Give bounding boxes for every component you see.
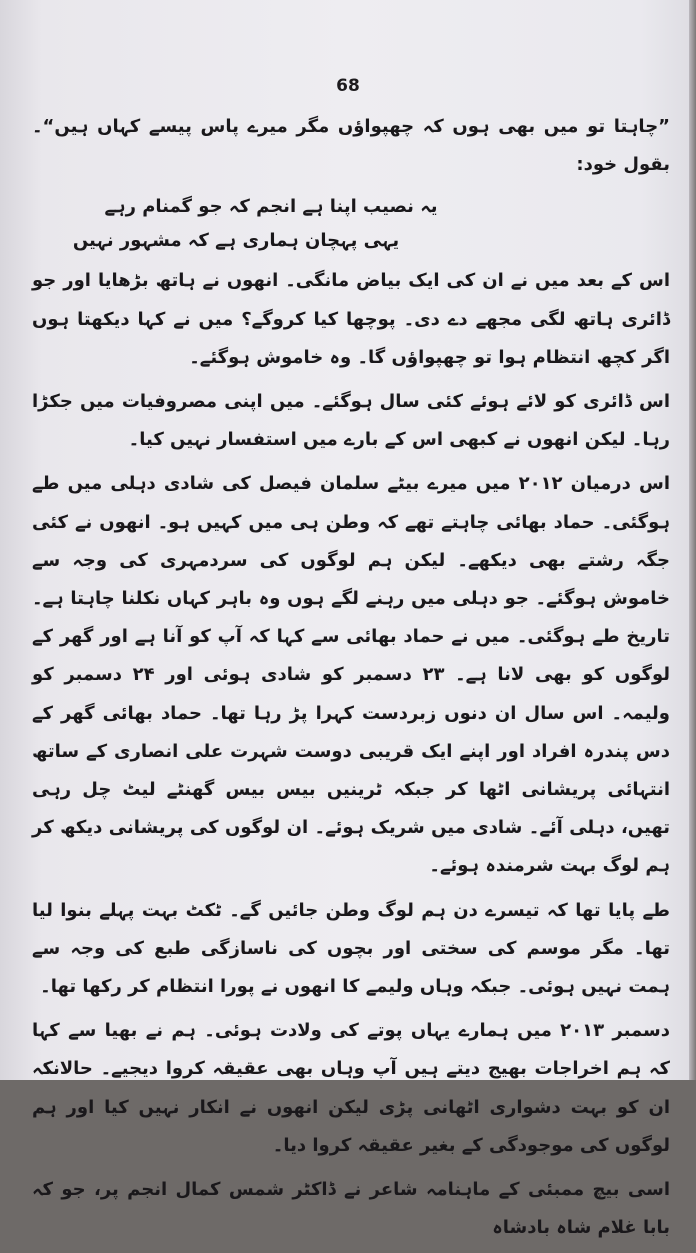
paragraph: اس کے بعد میں نے ان کی ایک بیاض مانگی۔ انھوں نے ہاتھ بڑھایا اور جو ڈائری ہاتھ لگی مجھے دے دی۔ پوچھا کیا کروگے؟ میں نے کہا دیکھتا ہوں اگر کچھ انتظام ہوا تو چھپواؤں گا۔ وہ خاموش ہوگئے۔ [32,270,670,368]
paragraph: اس ڈائری کو لائے ہوئے کئی سال ہوگئے۔ میں اپنی مصروفیات میں جکڑا رہا۔ لیکن انھوں نے کبھی اس کے بارے میں استفسار نہیں کیا۔ [32,391,670,451]
couplet-line: یہ نصیب اپنا ہے انجم کہ جو گمنام رہے [104,196,438,218]
page-body [32,108,670,1253]
paragraph: اس درمیان ۲۰۱۲ میں میرے بیٹے سلمان فیصل کی شادی دہلی میں طے ہوگئی۔ حماد بھائی چاہتے تھے کہ وطن ہی میں کہیں ہو۔ انھوں نے کئی جگہ رشتے بھی دیکھے۔ لیکن ہم لوگوں کی سردمہری کی وجہ سے خاموش ہوگئے۔ جو دہلی میں رہنے لگے ہوں وہ باہر کہاں نکلنا چاہتا ہے۔ تاریخ طے ہوگئی۔ میں نے حماد بھائی سے کہا کہ آپ کو آنا ہے اور گھر کے لوگوں کو بھی لانا ہے۔ ۲۳ دسمبر کو شادی ہوئی اور ۲۴ دسمبر کو ولیمہ۔ اس سال ان دنوں زبردست کہرا پڑ رہا تھا۔ حماد بھائی گھر کے دس پندرہ افراد اور اپنے ایک قریبی دوست شہرت علی انصاری کے ساتھ انتہائی پریشانی اٹھا کر جبکہ ٹرینیں بیس بیس گھنٹے لیٹ چل رہی تھیں، دہلی آئے۔ شادی میں شریک ہوئے۔ ان لوگوں کی پریشانی دیکھ کر ہم لوگ بہت شرمندہ ہوئے۔ [32,473,670,877]
intro-line: ”چاہتا تو میں بھی ہوں کہ چھپواؤں مگر میرے پاس پیسے کہاں ہیں“۔ بقول خود: [32,116,670,176]
page-number: 68 [336,76,360,96]
paragraph: طے پایا تھا کہ تیسرے دن ہم لوگ وطن جائیں گے۔ ٹکٹ بہت پہلے بنوا لیا تھا۔ مگر موسم کی سختی اور بچوں کی ناسازگی طبع کی وجہ سے ہمت نہیں ہوئی۔ جبکہ وہاں ولیمے کا انھوں نے پورا انتظام کر رکھا تھا۔ [32,899,670,998]
couplet-line: یہی پہچان ہماری ہے کہ مشہور نہیں [72,230,400,252]
poetry-couplet [32,190,670,258]
page-edge-shadow [689,0,696,1080]
paragraph: دسمبر ۲۰۱۳ میں ہمارے یہاں پوتے کی ولادت ہوئی۔ ہم نے بھیا سے کہا کہ ہم اخراجات بھیج دیتے ہیں آپ وہاں بھی عقیقہ کروا دیجیے۔ حالانکہ ان کو بہت دشواری اٹھانی پڑی لیکن انھوں نے انکار نہیں کیا اور ہم لوگوں کی موجودگی کے بغیر عقیقہ کروا دیا۔ [32,1020,670,1156]
paragraph: اسی بیچ ممبئی کے ماہنامہ شاعر نے ڈاکٹر شمس کمال انجم پر، جو کہ بابا غلام شاہ بادشاہ [32,1179,670,1239]
